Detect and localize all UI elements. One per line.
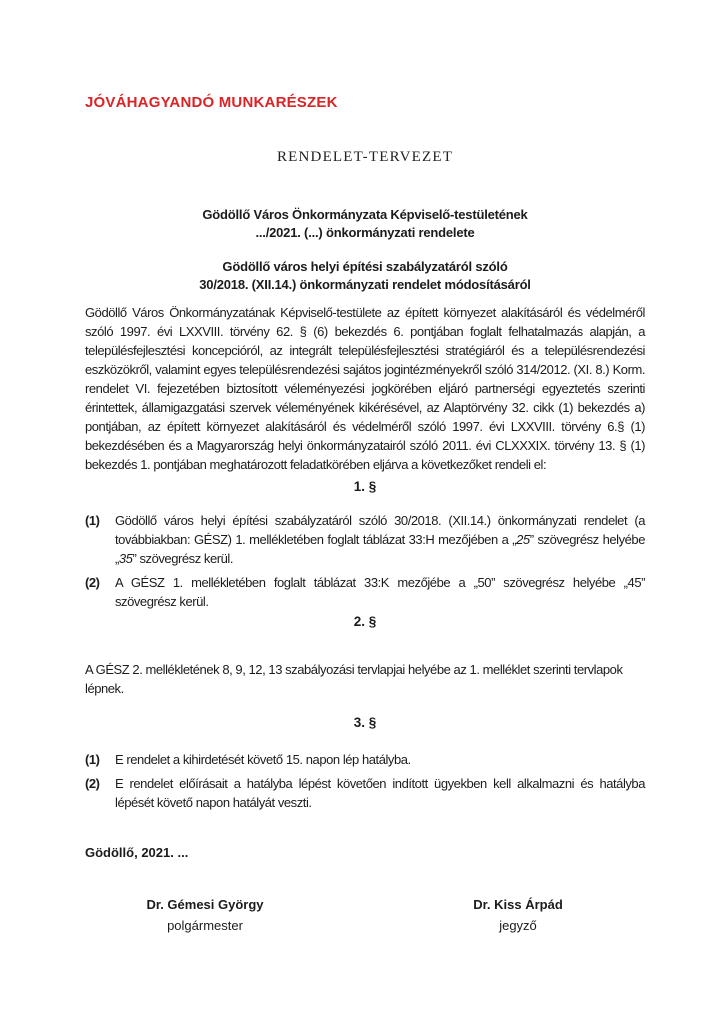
section-1-heading: 1. § <box>353 479 377 494</box>
section-2-paragraph: A GÉSZ 2. mellékletének 8, 9, 12, 13 szabályozási tervlapjai helyébe az 1. melléklet szerinti tervlapok lépnek. <box>85 662 623 696</box>
decree-subject-line2: 30/2018. (XII.14.) önkormányzati rendelet módosításáról <box>199 277 531 292</box>
item-text-segment: Gödöllő város helyi építési szabályzatáról szóló 30/2018. (XII.14.) önkormányzati rendelet (a továbbiakban: GÉSZ) 1. mellékletében foglalt táblázat 33:H mezőjében a „ <box>115 513 645 547</box>
item-text: E rendelet előírásait a hatályba lépést követően indított ügyekben kell alkalmazni és hatályba lépését követő napon hatályát veszti. <box>115 776 645 810</box>
quoted-new-value: 35 <box>118 551 133 566</box>
item-marker: (1) <box>85 752 100 767</box>
preamble-paragraph: Gödöllő Város Önkormányzatának Képviselő-testülete az épített környezet alakításáról és védelméről szóló 1997. évi LXXVIII. törvény 62. § (6) bekezdés 6. pontjában foglalt felhatalmazás alapján, a településfejlesztési koncepcióról, az integrált településfejlesztési stratégiáról és a településrendezési eszközökről, valamint egyes településrendezési sajátos jogintézményekről szóló 314/2012. (XI. 8.) Korm. rendelet VI. fejezetében biztosított véleményezési jogkörében eljáró partnerségi egyeztetés szerinti érintettek, államigazgatási szervek véleményének kikérésével, az Alaptörvény 32. cikk (1) bekezdés a) pontjában, az épített környezet alakításáról és védelméről szóló 1997. évi LXXVIII. törvény 6.§ (1) bekezdésében és a Magyarország helyi önkormányzatairól szóló 2011. évi CLXXXIX. törvény 13. § (1) bekezdés 1. pontjában meghatározott feladatkörében eljárva a következőket rendeli el: <box>85 305 645 472</box>
section-1-items <box>85 511 645 611</box>
document-type-heading: RENDELET-TERVEZET <box>276 149 454 165</box>
list-item <box>85 774 645 812</box>
signature-row <box>85 896 645 935</box>
decree-subject-title <box>85 258 645 294</box>
item-marker: (2) <box>85 776 100 791</box>
list-item <box>85 511 645 568</box>
decree-authority-title <box>85 206 645 242</box>
section-3-items <box>85 750 645 812</box>
signature-mayor <box>95 896 315 935</box>
signature-mayor-title: polgármester <box>167 918 243 933</box>
decree-authority-line1: Gödöllő Város Önkormányzata Képviselő-testületének <box>202 207 528 222</box>
quoted-old-value: 25 <box>516 532 530 547</box>
section-3-heading: 3. § <box>353 715 377 730</box>
item-text: A GÉSZ 1. mellékletében foglalt táblázat 33:K mezőjébe a „50” szövegrész helyébe „45” szövegrész kerül. <box>115 575 645 609</box>
signature-mayor-name: Dr. Gémesi György <box>146 897 264 912</box>
item-text: E rendelet a kihirdetését követő 15. napon lép hatályba. <box>115 752 411 767</box>
signature-notary <box>408 896 628 935</box>
signature-notary-title: jegyző <box>499 918 537 933</box>
item-marker: (2) <box>85 575 100 590</box>
date-line: Gödöllő, 2021. ... <box>85 845 189 860</box>
item-text-segment: ” szövegrész helyébe „ <box>115 532 645 566</box>
section-2-heading: 2. § <box>353 614 377 629</box>
decree-authority-line2: .../2021. (...) önkormányzati rendelete <box>255 225 475 240</box>
list-item <box>85 750 645 769</box>
item-text <box>115 513 645 566</box>
item-text-segment: ” szövegrész kerül. <box>132 551 233 566</box>
list-item <box>85 573 645 611</box>
classification-heading: JÓVÁHAGYANDÓ MUNKARÉSZEK <box>85 94 338 111</box>
item-marker: (1) <box>85 513 100 528</box>
signature-notary-name: Dr. Kiss Árpád <box>473 897 563 912</box>
decree-subject-line1: Gödöllő város helyi építési szabályzatáról szóló <box>222 259 508 274</box>
